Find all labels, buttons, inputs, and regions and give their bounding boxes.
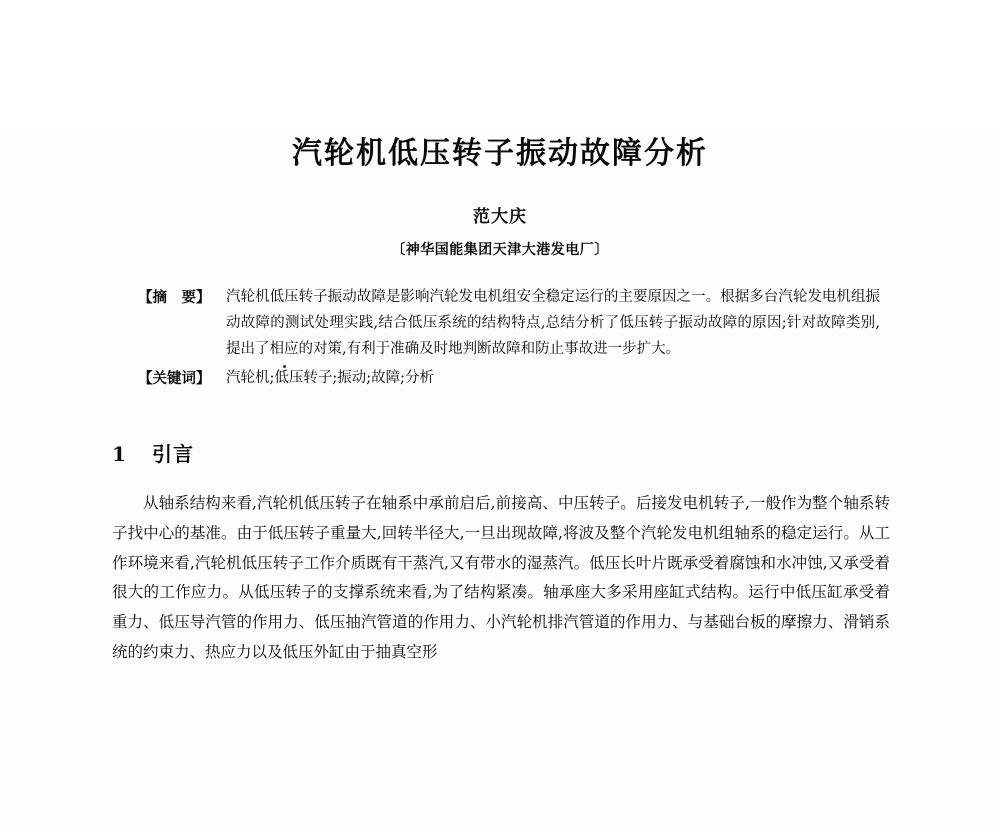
abstract-label: 【摘 要】 <box>138 289 211 306</box>
abstract-row <box>138 285 880 362</box>
page-bottom-fade <box>0 815 1000 831</box>
keywords-label: 【关键词】 <box>138 370 211 388</box>
keywords-text: 汽轮机;低压转子;振动;故障;分析 <box>226 370 435 387</box>
section-number: 1 <box>112 442 127 467</box>
author-name: 范大庆 <box>473 207 527 227</box>
page-title: 汽轮机低压转子振动故障分析 <box>292 136 708 171</box>
keywords-row <box>138 366 880 392</box>
abstract-block <box>100 285 900 392</box>
section-1-paragraph-1: 从轴系结构来看,汽轮机低压转子在轴系中承前启后,前接高、中压转子。后接发电机转子,一般作为整个轴系转子找中心的基准。由于低压转子重量大,回转半径大,一旦出现故障,将波及整个汽轮发电机组轴系的稳定运行。从工作环境来看,汽轮机低压转子工作介质既有干蒸汽,又有带水的湿蒸汽。低压长叶片既承受着腐蚀和水冲蚀,又承受着很大的工作应力。从低压转子的支撑系统来看,为了结构紧凑。轴承座大多采用座缸式结构。运行中低压缸承受着重力、低压导汽管的作用力、低压抽汽管道的作用力、小汽轮机排汽管道的作用力、与基础台板的摩擦力、滑销系统的约束力、热应力以及低压外缸由于抽真空形 <box>112 494 890 661</box>
section-heading-1 <box>100 438 900 467</box>
abstract-text: 汽轮机低压转子振动故障是影响汽轮发电机组安全稳定运行的主要原因之一。根据多台汽轮发电机组振动故障的测试处理实践,结合低压系统的结构特点,总结分析了低压转子振动故障的原因;针对故障类别,提出了相应的对策,有利于准确及时地判断故障和防止事故进一步扩大。 <box>226 289 880 357</box>
author-affiliation: 〔神华国能集团天津大港发电厂〕 <box>391 242 609 258</box>
section-title: 引言 <box>152 442 194 467</box>
stray-dot-mark <box>283 365 286 368</box>
document-page <box>0 128 1000 831</box>
